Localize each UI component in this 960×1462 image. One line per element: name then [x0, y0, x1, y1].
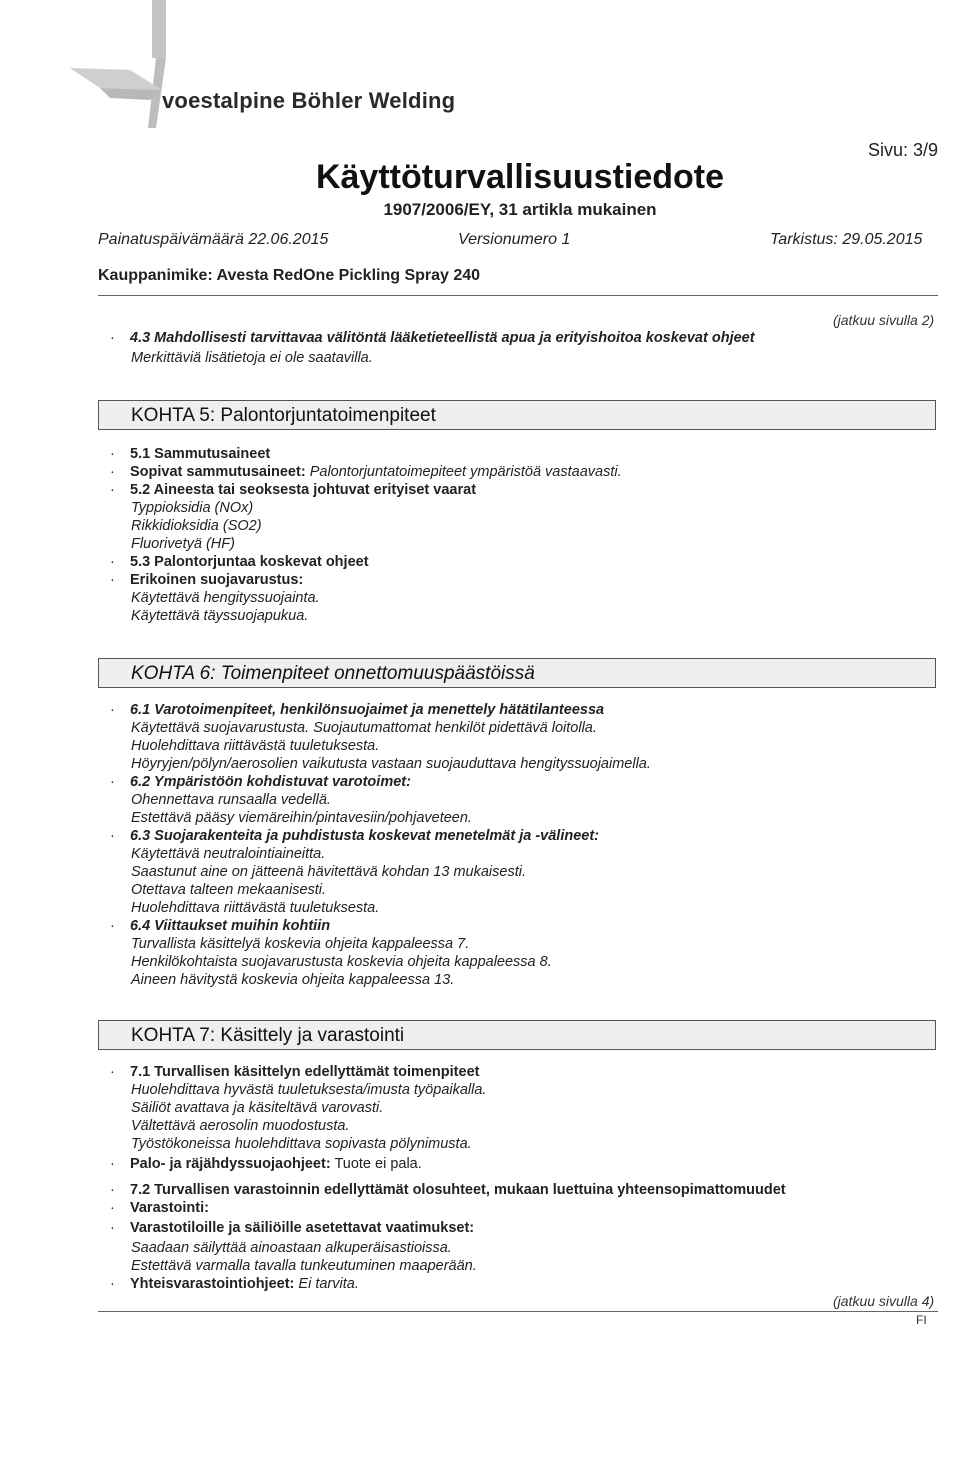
- revision-date: Tarkistus: 29.05.2015: [770, 231, 923, 248]
- footer-divider: [98, 1311, 938, 1312]
- document-title: Käyttöturvallisuustiedote: [315, 158, 725, 196]
- section-5-title: KOHTA 5: Palontorjuntatoimenpiteet: [131, 405, 436, 426]
- company-name: voestalpine Böhler Welding: [162, 88, 456, 113]
- s6-2-text: Ohennettava runsaalla vedellä.: [131, 792, 331, 808]
- version-number: Versionumero 1: [458, 231, 571, 248]
- s7-req-text: Estettävä varmalla tavalla tunkeutuminen maaperään.: [131, 1258, 477, 1274]
- continued-from: (jatkuu sivulla 2): [833, 312, 935, 328]
- s7-req-text: Saadaan säilyttää ainoastaan alkuperäisastioissa.: [131, 1240, 452, 1256]
- document-subtitle: 1907/2006/EY, 31 artikla mukainen: [383, 200, 657, 219]
- equip-item: Käytettävä täyssuojapukua.: [131, 608, 309, 624]
- s7-1-text: Säiliöt avattava ja käsiteltävä varovasti.: [131, 1100, 384, 1116]
- continued-to: (jatkuu sivulla 4): [833, 1293, 935, 1309]
- s5-3-heading: · 5.3 Palontorjuntaa koskevat ohjeet: [110, 554, 369, 570]
- s6-2-heading: · 6.2 Ympäristöön kohdistuvat varotoimet:: [110, 774, 411, 790]
- section-7-title: KOHTA 7: Käsittely ja varastointi: [131, 1025, 405, 1046]
- s6-4-text: Henkilökohtaista suojavarustusta koskevia ohjeita kappaleessa 8.: [131, 954, 552, 970]
- section-5-header: [98, 400, 936, 430]
- hazard-item: Rikkidioksidia (SO2): [131, 518, 262, 534]
- section-6-header: [98, 658, 936, 688]
- s7-joint: · Yhteisvarastointiohjeet: Ei tarvita.: [110, 1276, 359, 1292]
- s5-suitable: · Sopivat sammutusaineet: Palontorjuntatoimepiteet ympäristöä vastaavasti.: [110, 464, 622, 480]
- s6-3-text: Käytettävä neutralointiaineitta.: [131, 846, 326, 862]
- s6-1-text: Käytettävä suojavarustusta. Suojautumattomat henkilöt pidettävä loitolla.: [131, 720, 597, 736]
- s6-4-heading: · 6.4 Viittaukset muihin kohtiin: [110, 918, 331, 934]
- header-divider: [98, 295, 938, 296]
- s6-2-text: Estettävä pääsy viemäreihin/pintavesiin/pohjaveteen.: [131, 810, 472, 826]
- language-code: FI: [916, 1313, 927, 1327]
- s6-4-text: Aineen hävitystä koskevia ohjeita kappaleessa 13.: [131, 972, 455, 988]
- section-7-header: [98, 1020, 936, 1050]
- hazard-item: Fluorivetyä (HF): [131, 536, 235, 552]
- print-date: Painatuspäivämäärä 22.06.2015: [98, 231, 329, 248]
- s7-1-text: Työstökoneissa huolehdittava sopivasta pölynimusta.: [131, 1136, 472, 1152]
- s7-storage-label: · Varastointi:: [110, 1200, 209, 1216]
- hazard-item: Typpioksidia (NOx): [131, 500, 254, 516]
- s7-1-text: Vältettävä aerosolin muodostusta.: [131, 1118, 350, 1134]
- s5-2-heading: · 5.2 Aineesta tai seoksesta johtuvat erityiset vaarat: [110, 482, 477, 498]
- s5-equip-label: · Erikoinen suojavarustus:: [110, 572, 304, 588]
- s7-1-heading: · 7.1 Turvallisen käsittelyn edellyttämät toimenpiteet: [110, 1064, 480, 1080]
- s4-text: Merkittäviä lisätietoja ei ole saatavilla.: [131, 350, 373, 366]
- s6-1-heading: · 6.1 Varotoimenpiteet, henkilönsuojaimet ja menettely hätätilanteessa: [110, 702, 605, 718]
- page-number: Sivu: 3/9: [868, 140, 939, 160]
- s6-1-text: Huolehdittava riittävästä tuuletuksesta.: [131, 738, 380, 754]
- s7-req-label: · Varastotiloille ja säiliöille asetettavat vaatimukset:: [110, 1220, 475, 1236]
- product-name: Kauppanimike: Avesta RedOne Pickling Spray 240: [98, 267, 481, 284]
- equip-item: Käytettävä hengityssuojainta.: [131, 590, 320, 606]
- s7-fire: · Palo- ja räjähdyssuojaohjeet: Tuote ei pala.: [110, 1156, 422, 1172]
- s6-4-text: Turvallista käsittelyä koskevia ohjeita kappaleessa 7.: [131, 936, 470, 952]
- s4-heading: · 4.3 Mahdollisesti tarvittavaa välitöntä lääketieteellistä apua ja erityishoitoa koskevat ohjeet: [110, 330, 755, 346]
- s6-3-heading: · 6.3 Suojarakenteita ja puhdistusta koskevat menetelmät ja -välineet:: [110, 828, 600, 844]
- s6-3-text: Otettava talteen mekaanisesti.: [131, 882, 327, 898]
- s6-3-text: Huolehdittava riittävästä tuuletuksesta.: [131, 900, 380, 916]
- s6-1-text: Höyryjen/pölyn/aerosolien vaikutusta vastaan suojauduttava hengityssuojaimella.: [131, 756, 651, 772]
- s7-2-heading: · 7.2 Turvallisen varastoinnin edellyttämät olosuhteet, mukaan luettuina yhteensopimattomuudet: [110, 1182, 786, 1198]
- section-6-title: KOHTA 6: Toimenpiteet onnettomuuspäästöissä: [131, 663, 535, 684]
- s6-3-text: Saastunut aine on jätteenä hävitettävä kohdan 13 mukaisesti.: [131, 864, 526, 880]
- s5-1-heading: · 5.1 Sammutusaineet: [110, 446, 271, 462]
- s7-1-text: Huolehdittava hyvästä tuuletuksesta/imusta työpaikalla.: [131, 1082, 487, 1098]
